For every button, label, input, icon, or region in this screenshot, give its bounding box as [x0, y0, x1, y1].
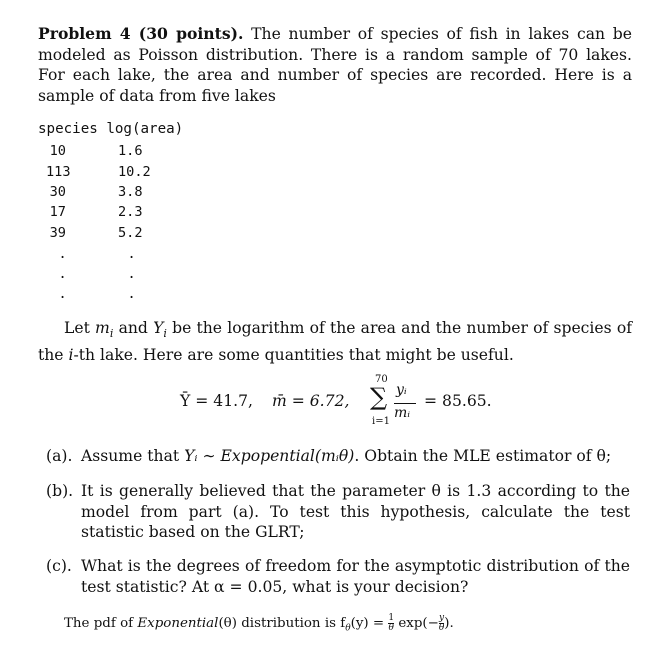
sum-lower-limit: i=1	[372, 416, 390, 427]
math-Y: Y	[153, 319, 164, 337]
species-cell: 17	[49, 204, 66, 220]
pdf-footnote	[64, 614, 454, 634]
math-sub-theta: θ	[345, 623, 351, 634]
mbar-value: m̄ = 6.72,	[272, 392, 350, 410]
species-cell: 30	[49, 184, 66, 200]
frac-denominator: θ	[388, 623, 394, 633]
ellipsis-dot: .	[60, 263, 66, 282]
sum-upper-limit: 70	[375, 374, 388, 385]
math-sub-i: i	[163, 327, 167, 341]
part-text: It is generally believed that the parameter θ is 1.3 according to the model from part (a). To test this hypothesis, calculate the test statistic based on the GLRT;	[81, 482, 630, 541]
part-c	[46, 556, 630, 597]
frac-denominator: θ	[438, 623, 445, 633]
table-header: species log(area)	[38, 121, 184, 137]
part-math: Yᵢ ∼	[184, 447, 221, 465]
log-area-cell: 3.8	[118, 184, 143, 200]
problem-intro	[38, 24, 632, 106]
log-area-cell: 10.2	[118, 164, 151, 180]
part-text: What is the degrees of freedom for the asymptotic distribution of the test statistic? At α = 0.05, what is your decision?	[81, 557, 630, 596]
part-label: (a).	[46, 447, 73, 465]
math-m: m	[95, 319, 110, 337]
log-area-cell: 5.2	[118, 225, 143, 241]
species-cell: 39	[49, 225, 66, 241]
part-a	[46, 446, 630, 467]
def-text: Let	[64, 319, 96, 337]
def-text: -th lake. Here are some quantities that might be useful.	[73, 345, 514, 364]
ellipsis-dot: .	[60, 283, 66, 302]
display-formula	[180, 372, 520, 432]
math-sub-i: i	[109, 327, 114, 341]
sum-symbol: ∑	[370, 383, 388, 411]
footnote-text: (y) =	[350, 616, 389, 631]
footnote-text: The pdf of	[64, 616, 138, 631]
footnote-text: ).	[444, 616, 454, 631]
frac-numerator: 1	[388, 613, 395, 623]
part-b	[46, 481, 630, 543]
problem-heading: Problem 4 (30 points).	[38, 24, 244, 43]
fraction-numerator: yᵢ	[396, 382, 407, 398]
ellipsis-dot: .	[60, 243, 66, 262]
log-area-cell: 1.6	[118, 143, 143, 159]
distribution-name: Expopential	[220, 447, 315, 465]
definitions-paragraph	[38, 318, 632, 365]
footnote-text: exp(−	[394, 616, 439, 631]
ellipsis-dot: .	[129, 263, 135, 282]
def-text: be the logarithm of the area and the number of species of the	[38, 319, 632, 364]
part-label: (c).	[46, 557, 72, 575]
species-cell: 10	[49, 143, 66, 159]
log-area-cell: 2.3	[118, 204, 143, 220]
sum-result: = 85.65.	[424, 392, 492, 410]
fraction-bar	[394, 403, 416, 404]
part-text: Assume that	[81, 447, 185, 465]
ellipsis-dot: .	[129, 283, 135, 302]
ybar-value: Ȳ = 41.7,	[180, 392, 253, 410]
part-text: . Obtain the MLE estimator of θ;	[354, 447, 612, 465]
problem-intro-text: The number of species of fish in lakes can be modeled as Poisson distribution. There is a random sample of 70 lakes. For each lake, the area and number of species are recorded. Here is a sample of data from five lakes	[38, 25, 632, 105]
def-text: and	[113, 319, 154, 337]
part-label: (b).	[46, 482, 74, 500]
species-cell: 113	[46, 164, 71, 180]
footnote-text: (θ) distribution is f	[218, 616, 346, 631]
part-math: (mᵢθ)	[314, 447, 355, 465]
fraction-denominator: mᵢ	[394, 405, 411, 421]
ellipsis-dot: .	[129, 243, 135, 262]
distribution-name: Exponential	[137, 616, 219, 631]
math-i: i	[68, 345, 74, 364]
frac-numerator: y	[439, 613, 445, 623]
